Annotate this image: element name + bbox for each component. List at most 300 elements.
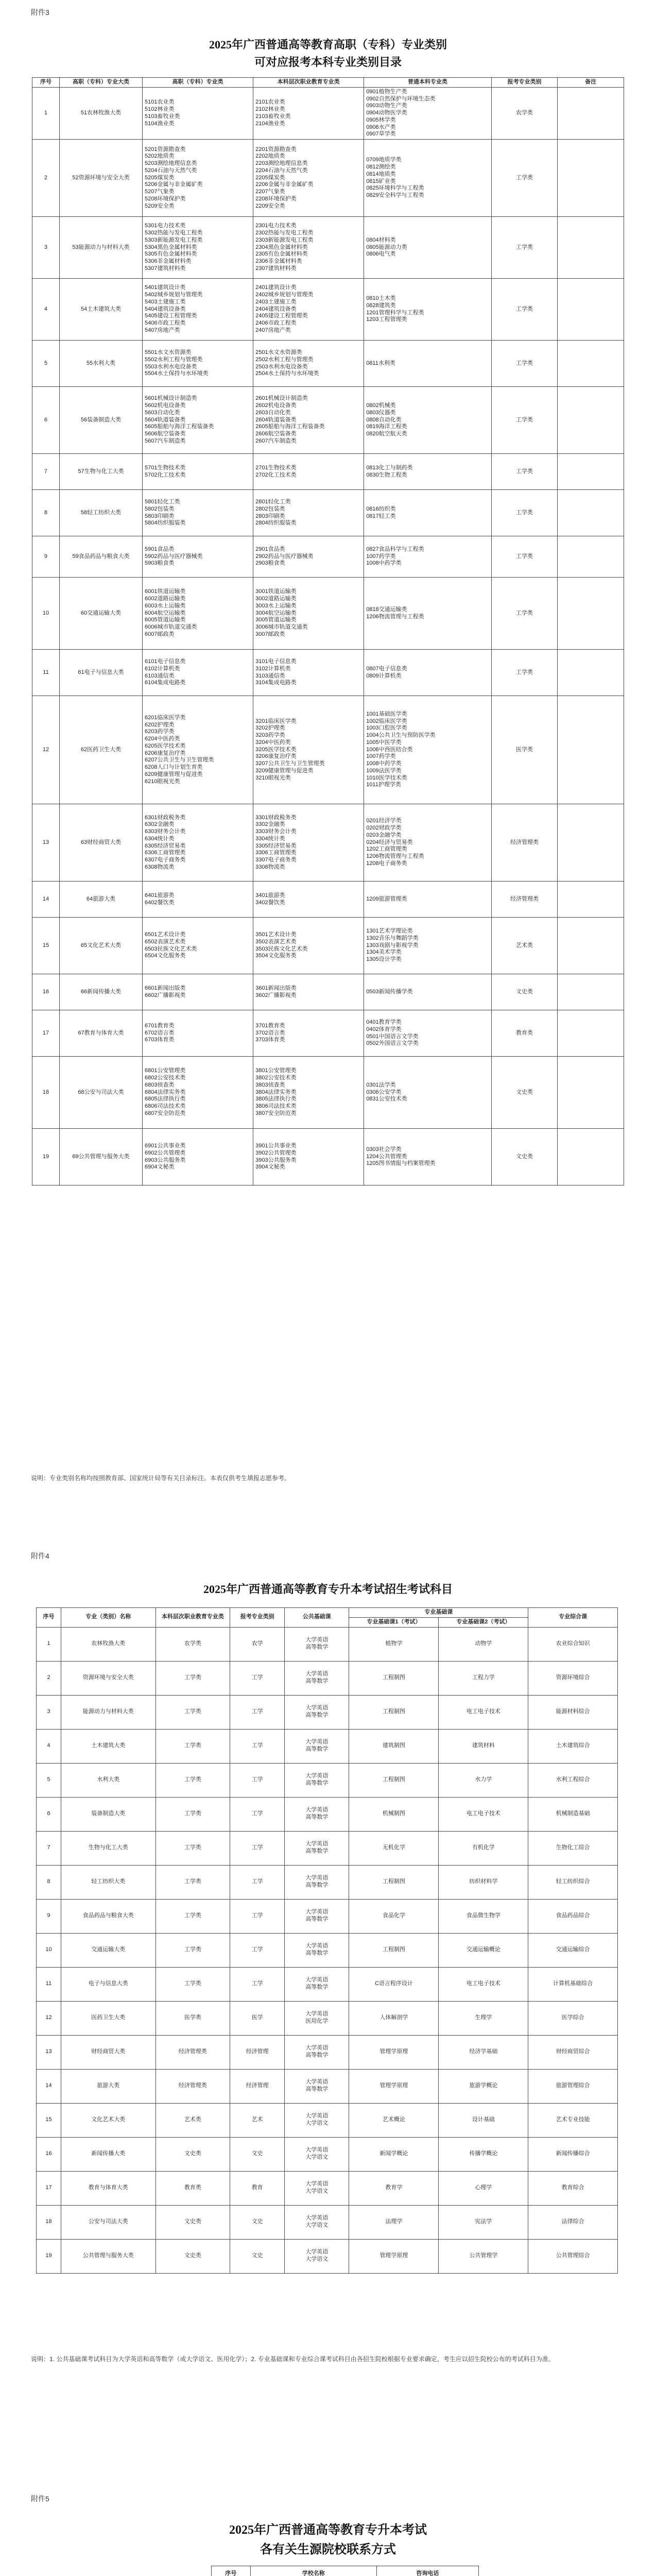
table-row <box>37 1763 618 1797</box>
exam-category: 工学类 <box>491 454 558 490</box>
undergrad-class-list: 0201经济学类 0202财政学类 0203金融学类 0204经济与贸易类 1202工商管理类 1206物流管理与工程类 1208电子商务类 <box>364 804 492 882</box>
major-name: 食品药品与粮食大类 <box>61 1899 156 1933</box>
comprehensive-course: 法律综合 <box>528 2205 618 2239</box>
col-header: 专业（类别）名称 <box>61 1608 156 1628</box>
remark <box>558 918 624 974</box>
undergrad-class-list: 0802机械类 0803仪器类 0808自动化类 0819海洋工程类 0820航空航天类 <box>364 387 492 454</box>
row-number: 18 <box>37 2205 61 2239</box>
basic-course-2: 食品微生物学 <box>439 1899 528 1933</box>
table-row <box>37 2137 618 2171</box>
basic-course-1: 工程制图 <box>349 1763 439 1797</box>
vocational-class: 文史类 <box>156 2137 230 2171</box>
undergrad-class-list: 0810土木类 0828建筑类 1201管理科学与工程类 1203工程管理类 <box>364 279 492 341</box>
footnote: 说明：1. 公共基础课考试科目为大学英语和高等数学（或大学语文、医用化学）；2. 专业基础课和专业综合课考试科目由各招生院校根据专业要求确定，考生应以招生院校公布的考试科目为准。 <box>31 2355 555 2363</box>
row-number: 7 <box>32 454 60 490</box>
vocational-class: 文史类 <box>156 2205 230 2239</box>
col-header: 序号 <box>32 78 60 88</box>
col-header: 学校名称 <box>250 2566 376 2576</box>
major-group: 56装备制造大类 <box>59 387 142 454</box>
vocational-class: 工学类 <box>156 1695 230 1729</box>
major-name: 公安与司法大类 <box>61 2205 156 2239</box>
public-course: 大学英语 高等数学 <box>285 1865 349 1899</box>
undergrad-class-list: 1209旅游管理类 <box>364 882 492 918</box>
row-number: 7 <box>37 1831 61 1865</box>
col-header: 高职（专科）专业大类 <box>59 78 142 88</box>
row-number: 13 <box>37 2035 61 2069</box>
basic-course-2: 电工电子技术 <box>439 1967 528 2001</box>
attachment-label: 附件4 <box>31 1552 49 1560</box>
vocational-class-list: 2901食品类 2902药品与医疗器械类 2903粮食类 <box>253 536 364 578</box>
row-number: 4 <box>32 279 60 341</box>
exam-category: 工学 <box>230 1661 285 1695</box>
exam-category: 文史 <box>230 2205 285 2239</box>
major-class-list: 6601新闻出版类 6602广播影视类 <box>143 974 253 1010</box>
page-title: 2025年广西普通高等教育高职（专科）专业类别 <box>209 38 447 51</box>
basic-course-1: 建筑制图 <box>349 1729 439 1763</box>
row-number: 3 <box>37 1695 61 1729</box>
major-group: 69公共管理与服务大类 <box>59 1129 142 1185</box>
major-class-list: 5401建筑设计类 5402城乡规划与管理类 5403土建施工类 5404建筑设备类 5405建设工程管理类 5406市政工程类 5407房地产类 <box>143 279 253 341</box>
exam-category: 工学 <box>230 1729 285 1763</box>
exam-category: 教育 <box>230 2171 285 2205</box>
col-header: 本科层次职业教育专业类 <box>156 1608 230 1628</box>
exam-category: 文史类 <box>491 1057 558 1129</box>
exam-category: 经济管理 <box>230 2035 285 2069</box>
basic-course-1: 新闻学概论 <box>349 2137 439 2171</box>
comprehensive-course: 教育综合 <box>528 2171 618 2205</box>
undergrad-class-list: 0827食品科学与工程类 1007药学类 1008中药学类 <box>364 536 492 578</box>
row-number: 3 <box>32 217 60 279</box>
row-number: 5 <box>37 1763 61 1797</box>
vocational-class-list: 3601新闻出版类 3602广播影视类 <box>253 974 364 1010</box>
basic-course-2: 交通运输概论 <box>439 1933 528 1967</box>
table-row <box>37 2239 618 2273</box>
exam-category: 农学类 <box>491 87 558 139</box>
basic-course-1: 艺术概论 <box>349 2103 439 2137</box>
row-number: 15 <box>32 918 60 974</box>
vocational-class-list: 3301财政税务类 3302金融类 3303财务会计类 3304统计类 3305经济贸易类 3306工商管理类 3307电子商务类 3308物流类 <box>253 804 364 882</box>
basic-course-1: 工程制图 <box>349 1661 439 1695</box>
major-class-list: 5601机械设计制造类 5602机电设备类 5603自动化类 5604轨道装备类 5605船舶与海洋工程装备类 5606航空装备类 5607汽车制造类 <box>143 387 253 454</box>
public-course: 大学英语 高等数学 <box>285 2035 349 2069</box>
vocational-class: 工学类 <box>156 1967 230 2001</box>
undergrad-class-list: 0503新闻传播学类 <box>364 974 492 1010</box>
basic-course-2: 电工电子技术 <box>439 1797 528 1831</box>
exam-category: 工学 <box>230 1763 285 1797</box>
table-row <box>37 1899 618 1933</box>
vocational-class: 工学类 <box>156 1661 230 1695</box>
table-row <box>37 1967 618 2001</box>
major-class-list: 6801公安管理类 6802公安技术类 6803侦查类 6804法律实务类 6805法律执行类 6806司法技术类 6807安全防范类 <box>143 1057 253 1129</box>
row-number: 18 <box>32 1057 60 1129</box>
vocational-class-list: 3001铁道运输类 3002道路运输类 3003水上运输类 3004航空运输类 3005管道运输类 3006城市轨道交通类 3007邮政类 <box>253 578 364 650</box>
basic-course-2: 心理学 <box>439 2171 528 2205</box>
major-class-list: 6001铁道运输类 6002道路运输类 6003水上运输类 6004航空运输类 6005管道运输类 6006城市轨道交通类 6007邮政类 <box>143 578 253 650</box>
public-course: 大学英语 大学语文 <box>285 2239 349 2273</box>
major-group: 63财经商贸大类 <box>59 804 142 882</box>
public-course: 大学英语 高等数学 <box>285 1695 349 1729</box>
major-class-list: 6401旅游类 6402餐饮类 <box>143 882 253 918</box>
vocational-class: 工学类 <box>156 1763 230 1797</box>
remark <box>558 387 624 454</box>
remark <box>558 140 624 217</box>
public-course: 大学英语 高等数学 <box>285 1933 349 1967</box>
major-group: 62医药卫生大类 <box>59 696 142 804</box>
vocational-class: 工学类 <box>156 1865 230 1899</box>
exam-subjects-table <box>36 1607 618 2274</box>
major-class-list: 6101电子信息类 6102计算机类 6103通信类 6104集成电路类 <box>143 650 253 696</box>
footnote: 说明：专业类别名称均按照教育部、国家统计局等有关目录标注。本表仅供考生填报志愿参考。 <box>31 1475 291 1482</box>
attachment-label: 附件5 <box>31 2495 49 2503</box>
remark <box>558 1129 624 1185</box>
undergrad-class-list: 0807电子信息类 0809计算机类 <box>364 650 492 696</box>
row-number: 17 <box>37 2171 61 2205</box>
col-header: 本科层次职业教育专业类 <box>253 78 364 88</box>
remark <box>558 536 624 578</box>
major-group: 59食品药品与粮食大类 <box>59 536 142 578</box>
table-row <box>32 217 624 279</box>
basic-course-2: 经济学基础 <box>439 2035 528 2069</box>
major-group: 52资源环境与安全大类 <box>59 140 142 217</box>
table-row <box>37 2171 618 2205</box>
public-course: 大学英语 高等数学 <box>285 1661 349 1695</box>
exam-category: 工学 <box>230 1967 285 2001</box>
major-group: 53能源动力与材料大类 <box>59 217 142 279</box>
col-header: 序号 <box>212 2566 251 2576</box>
row-number: 10 <box>32 578 60 650</box>
col-header: 高职（专科）专业类 <box>143 78 253 88</box>
public-course: 大学英语 高等数学 <box>285 1899 349 1933</box>
remark <box>558 650 624 696</box>
basic-course-1: 植物学 <box>349 1627 439 1661</box>
major-class-list: 5701生物技术类 5702化工技术类 <box>143 454 253 490</box>
public-course: 大学英语 大学语文 <box>285 2205 349 2239</box>
col-header: 序号 <box>37 1608 61 1628</box>
vocational-class-list: 2101农业类 2102林业类 2103畜牧业类 2104渔业类 <box>253 87 364 139</box>
basic-course-2: 建筑材料 <box>439 1729 528 1763</box>
comprehensive-course: 能源材料综合 <box>528 1695 618 1729</box>
exam-category: 医学 <box>230 2001 285 2035</box>
undergrad-class-list: 0811水利类 <box>364 341 492 387</box>
exam-category: 工学类 <box>491 650 558 696</box>
table-row <box>32 578 624 650</box>
vocational-class: 经济管理类 <box>156 2069 230 2103</box>
undergrad-class-list: 1001基础医学类 1002临床医学类 1003口腔医学类 1004公共卫生与预防医学类 1005中医学类 1006中西医结合类 1007药学类 1008中药学类 1009法医学类 1010医学技术类 1011护理学类 <box>364 696 492 804</box>
comprehensive-course: 交通运输综合 <box>528 1933 618 1967</box>
vocational-class-list: 3101电子信息类 3102计算机类 3103通信类 3104集成电路类 <box>253 650 364 696</box>
table-row <box>32 696 624 804</box>
col-header: 咨询电话 <box>376 2566 478 2576</box>
vocational-class-list: 2201资源勘查类 2202地质类 2203测绘地理信息类 2204石油与天然气类 2205煤炭类 2206金属与非金属矿类 2207气象类 2208环境保护类 2209安全类 <box>253 140 364 217</box>
public-course: 大学英语 高等数学 <box>285 2069 349 2103</box>
remark <box>558 882 624 918</box>
table-header-row <box>32 78 624 88</box>
remark <box>558 341 624 387</box>
table-row <box>37 2001 618 2035</box>
exam-category: 工学类 <box>491 140 558 217</box>
comprehensive-course: 艺术专业技能 <box>528 2103 618 2137</box>
exam-category: 工学 <box>230 1797 285 1831</box>
basic-course-1: C语言程序设计 <box>349 1967 439 2001</box>
table-header-row <box>37 1608 618 1618</box>
basic-course-2: 传播学概论 <box>439 2137 528 2171</box>
major-group: 67教育与体育大类 <box>59 1010 142 1057</box>
undergrad-class-list: 0901植物生产类 0902自然保护与环境生态类 0903动物生产类 0904动物医学类 0905林学类 0906水产类 0907草学类 <box>364 87 492 139</box>
exam-category: 工学类 <box>491 341 558 387</box>
table-row <box>37 1661 618 1695</box>
table-row <box>32 1057 624 1129</box>
row-number: 8 <box>32 490 60 536</box>
row-number: 1 <box>32 87 60 139</box>
comprehensive-course: 轻工纺织综合 <box>528 1865 618 1899</box>
basic-course-1: 无机化学 <box>349 1831 439 1865</box>
table-row <box>32 1010 624 1057</box>
table-row <box>32 1129 624 1185</box>
school-contacts-table <box>211 2566 479 2576</box>
vocational-class-list: 3801公安管理类 3802公安技术类 3803侦查类 3804法律实务类 3805法律执行类 3806司法技术类 3807安全防范类 <box>253 1057 364 1129</box>
major-class-list: 5201资源勘查类 5202地质类 5203测绘地理信息类 5204石油与天然气类 5205煤炭类 5206金属与非金属矿类 5207气象类 5208环境保护类 5209安全类 <box>143 140 253 217</box>
vocational-class: 工学类 <box>156 1933 230 1967</box>
major-class-list: 6701教育类 6702语言类 6703体育类 <box>143 1010 253 1057</box>
remark <box>558 578 624 650</box>
exam-category: 艺术 <box>230 2103 285 2137</box>
basic-course-2: 有机化学 <box>439 1831 528 1865</box>
basic-course-2: 公共管理学 <box>439 2239 528 2273</box>
vocational-class-list: 2601机械设计制造类 2602机电设备类 2603自动化类 2604轨道装备类 2605船舶与海洋工程装备类 2606航空装备类 2607汽车制造类 <box>253 387 364 454</box>
table-row <box>32 341 624 387</box>
major-class-list: 5901食品类 5902药品与医疗器械类 5903粮食类 <box>143 536 253 578</box>
basic-course-1: 管理学原理 <box>349 2035 439 2069</box>
vocational-class-list: 3701教育类 3702语言类 3703体育类 <box>253 1010 364 1057</box>
major-class-list: 6301财政税务类 6302金融类 6303财务会计类 6304统计类 6305经济贸易类 6306工商管理类 6307电子商务类 6308物流类 <box>143 804 253 882</box>
row-number: 19 <box>37 2239 61 2273</box>
basic-course-2: 生理学 <box>439 2001 528 2035</box>
vocational-class-list: 3201临床医学类 3202护理类 3203药学类 3204中医药类 3205医学技术类 3206康复治疗类 3207公共卫生与卫生管理类 3209健康管理与促进类 3210眼视光类 <box>253 696 364 804</box>
comprehensive-course: 机械制造基础 <box>528 1797 618 1831</box>
exam-category: 工学类 <box>491 217 558 279</box>
undergrad-class-list: 0301法学类 0306公安学类 0831公安技术类 <box>364 1057 492 1129</box>
vocational-class-list: 3501艺术设计类 3502表演艺术类 3503民族文化艺术类 3504文化服务类 <box>253 918 364 974</box>
remark <box>558 804 624 882</box>
undergrad-class-list: 1301艺术学理论类 1302音乐与舞蹈学类 1303戏剧与影视学类 1304美术学类 1305设计学类 <box>364 918 492 974</box>
vocational-class: 艺术类 <box>156 2103 230 2137</box>
public-course: 大学英语 高等数学 <box>285 1763 349 1797</box>
row-number: 1 <box>37 1627 61 1661</box>
basic-course-1: 管理学原理 <box>349 2239 439 2273</box>
undergrad-class-list: 0804材料类 0805能源动力类 0806电气类 <box>364 217 492 279</box>
basic-course-1: 工程制图 <box>349 1695 439 1729</box>
major-group: 57生物与化工大类 <box>59 454 142 490</box>
table-row <box>32 140 624 217</box>
remark <box>558 974 624 1010</box>
major-group: 66新闻传播大类 <box>59 974 142 1010</box>
remark <box>558 1057 624 1129</box>
table-row <box>37 2035 618 2069</box>
exam-category: 农学 <box>230 1627 285 1661</box>
exam-category: 教育类 <box>491 1010 558 1057</box>
major-name: 能源动力与材料大类 <box>61 1695 156 1729</box>
row-number: 10 <box>37 1933 61 1967</box>
remark <box>558 1010 624 1057</box>
vocational-class-list: 3901公共事业类 3902公共管理类 3903公共服务类 3904文秘类 <box>253 1129 364 1185</box>
vocational-class: 工学类 <box>156 1831 230 1865</box>
public-course: 大学英语 高等数学 <box>285 1627 349 1661</box>
exam-category: 工学 <box>230 1865 285 1899</box>
table-row <box>37 2103 618 2137</box>
major-name: 生物与化工大类 <box>61 1831 156 1865</box>
exam-category: 文史 <box>230 2137 285 2171</box>
major-group: 58轻工纺织大类 <box>59 490 142 536</box>
basic-course-2: 工程力学 <box>439 1661 528 1695</box>
row-number: 14 <box>32 882 60 918</box>
row-number: 2 <box>37 1661 61 1695</box>
vocational-class-list: 2801轻化工类 2802包装类 2803印刷类 2804纺织服装类 <box>253 490 364 536</box>
table-row <box>32 882 624 918</box>
table-row <box>37 1831 618 1865</box>
major-name: 交通运输大类 <box>61 1933 156 1967</box>
remark <box>558 279 624 341</box>
vocational-class: 医学类 <box>156 2001 230 2035</box>
comprehensive-course: 农业综合知识 <box>528 1627 618 1661</box>
major-name: 财经商贸大类 <box>61 2035 156 2069</box>
undergrad-class-list: 0813化工与制药类 0830生物工程类 <box>364 454 492 490</box>
major-name: 轻工纺织大类 <box>61 1865 156 1899</box>
exam-category: 经济管理类 <box>491 882 558 918</box>
undergrad-class-list: 0818交通运输类 1206物流管理与工程类 <box>364 578 492 650</box>
row-number: 19 <box>32 1129 60 1185</box>
exam-category: 工学 <box>230 1899 285 1933</box>
comprehensive-course: 财经商贸综合 <box>528 2035 618 2069</box>
major-group: 55水利大类 <box>59 341 142 387</box>
row-number: 16 <box>32 974 60 1010</box>
major-group: 68公安与司法大类 <box>59 1057 142 1129</box>
table-row <box>32 490 624 536</box>
table-row <box>32 279 624 341</box>
undergrad-class-list: 0709地质学类 0812测绘类 0814地质类 0815矿业类 0825环境科学与工程类 0829安全科学与工程类 <box>364 140 492 217</box>
undergrad-class-list: 0816纺织类 0817轻工类 <box>364 490 492 536</box>
comprehensive-course: 土木建筑综合 <box>528 1729 618 1763</box>
col-header: 报考专业类别 <box>230 1608 285 1628</box>
basic-course-2: 宪法学 <box>439 2205 528 2239</box>
exam-category: 工学类 <box>491 536 558 578</box>
table-row <box>32 87 624 139</box>
major-class-list: 6901公共事业类 6902公共管理类 6903公共服务类 6904文秘类 <box>143 1129 253 1185</box>
vocational-class: 经济管理类 <box>156 2035 230 2069</box>
row-number: 13 <box>32 804 60 882</box>
comprehensive-course: 计算机基础综合 <box>528 1967 618 2001</box>
basic-course-2: 旅游学概论 <box>439 2069 528 2103</box>
undergrad-class-list: 0401教育学类 0402体育学类 0501中国语言文学类 0502外国语言文学类 <box>364 1010 492 1057</box>
major-group: 64旅游大类 <box>59 882 142 918</box>
exam-category: 文史类 <box>491 1129 558 1185</box>
public-course: 大学英语 大学语文 <box>285 2137 349 2171</box>
row-number: 6 <box>37 1797 61 1831</box>
document-attachment-5 <box>0 2494 656 2576</box>
major-name: 文化艺术大类 <box>61 2103 156 2137</box>
table-row <box>32 536 624 578</box>
major-name: 水利大类 <box>61 1763 156 1797</box>
exam-category: 工学类 <box>491 279 558 341</box>
remark <box>558 490 624 536</box>
col-header: 专业综合课 <box>528 1608 618 1628</box>
row-number: 11 <box>37 1967 61 2001</box>
row-number: 9 <box>32 536 60 578</box>
comprehensive-course: 医学综合 <box>528 2001 618 2035</box>
row-number: 14 <box>37 2069 61 2103</box>
major-class-list: 5101农业类 5102林业类 5103畜牧业类 5104渔业类 <box>143 87 253 139</box>
basic-course-1: 法理学 <box>349 2205 439 2239</box>
table-row <box>32 650 624 696</box>
comprehensive-course: 新闻传播综合 <box>528 2137 618 2171</box>
exam-category: 文史类 <box>491 974 558 1010</box>
exam-category: 工学类 <box>491 490 558 536</box>
table-row <box>37 2069 618 2103</box>
exam-category: 工学类 <box>491 578 558 650</box>
remark <box>558 696 624 804</box>
basic-course-1: 教育学 <box>349 2171 439 2205</box>
row-number: 9 <box>37 1899 61 1933</box>
table-row <box>32 974 624 1010</box>
col-header: 公共基础课 <box>285 1608 349 1628</box>
major-group: 54土木建筑大类 <box>59 279 142 341</box>
major-name: 装备制造大类 <box>61 1797 156 1831</box>
vocational-class: 工学类 <box>156 1729 230 1763</box>
remark <box>558 454 624 490</box>
vocational-class: 工学类 <box>156 1797 230 1831</box>
row-number: 15 <box>37 2103 61 2137</box>
page-subtitle: 可对应报考本科专业类别目录 <box>254 56 402 69</box>
basic-course-2: 水力学 <box>439 1763 528 1797</box>
exam-category: 工学 <box>230 1831 285 1865</box>
vocational-class: 农学类 <box>156 1627 230 1661</box>
row-number: 12 <box>37 2001 61 2035</box>
exam-category: 文史 <box>230 2239 285 2273</box>
table-row <box>32 918 624 974</box>
exam-category: 艺术类 <box>491 918 558 974</box>
basic-course-1: 管理学原理 <box>349 2069 439 2103</box>
basic-course-1: 人体解剖学 <box>349 2001 439 2035</box>
major-name: 电子与信息大类 <box>61 1967 156 2001</box>
basic-course-2: 动物学 <box>439 1627 528 1661</box>
major-name: 教育与体育大类 <box>61 2171 156 2205</box>
exam-category: 工学 <box>230 1695 285 1729</box>
table-row <box>37 1729 618 1763</box>
major-class-list: 5501水文水资源类 5502水利工程与管理类 5503水利水电设备类 5504水土保持与水环境类 <box>143 341 253 387</box>
public-course: 大学英语 大学语文 <box>285 2171 349 2205</box>
page-subtitle: 各有关生源院校联系方式 <box>260 2543 396 2556</box>
major-name: 农林牧渔大类 <box>61 1627 156 1661</box>
basic-course-1: 食品化学 <box>349 1899 439 1933</box>
remark <box>558 217 624 279</box>
table-row <box>37 1695 618 1729</box>
comprehensive-course: 生物化工综合 <box>528 1831 618 1865</box>
vocational-class-list: 2701生物技术类 2702化工技术类 <box>253 454 364 490</box>
col-header: 普通本科专业类 <box>364 78 492 88</box>
public-course: 大学英语 高等数学 <box>285 1797 349 1831</box>
col-subheader: 专业基础课1（考试） <box>349 1617 439 1627</box>
major-group: 65文化艺术大类 <box>59 918 142 974</box>
row-number: 4 <box>37 1729 61 1763</box>
vocational-class: 工学类 <box>156 1899 230 1933</box>
vocational-class: 文史类 <box>156 2239 230 2273</box>
row-number: 8 <box>37 1865 61 1899</box>
major-mapping-table <box>32 77 624 1185</box>
col-header: 备注 <box>558 78 624 88</box>
row-number: 2 <box>32 140 60 217</box>
public-course: 大学英语 医用化学 <box>285 2001 349 2035</box>
vocational-class: 教育类 <box>156 2171 230 2205</box>
basic-course-2: 纺织材料学 <box>439 1865 528 1899</box>
